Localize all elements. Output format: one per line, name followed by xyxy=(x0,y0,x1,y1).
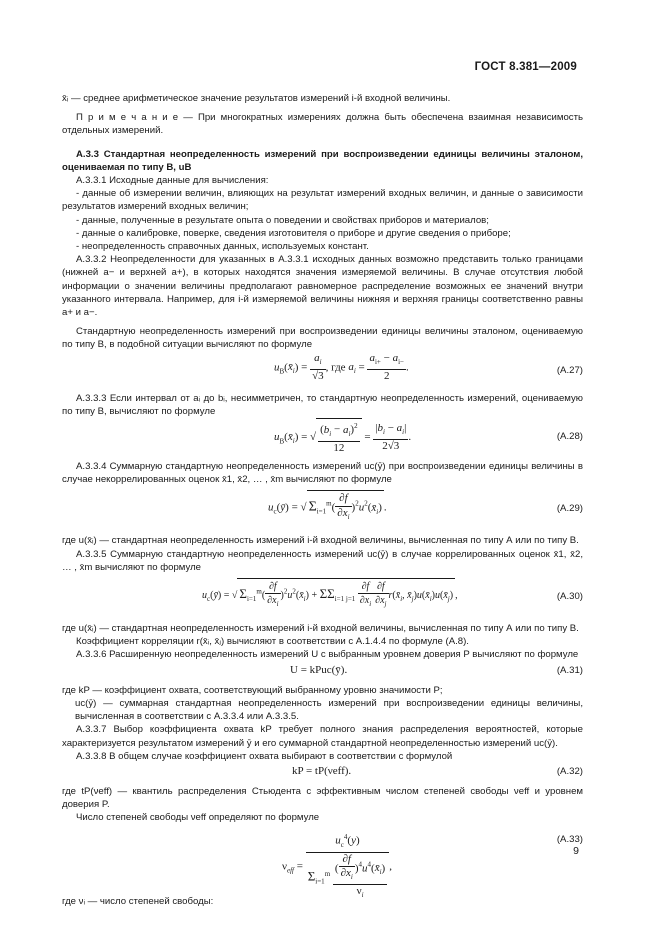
formula-number: (А.29) xyxy=(556,503,583,515)
paragraph: А.3.3.4 Суммарную стандартную неопределенность измерений uc(ȳ) при воспроизведении единицы величины в случае некоррелированных оценок x̄1, x̄2, … , x̄m вычисляют по формуле xyxy=(62,461,583,486)
paragraph: А.3.3.2 Неопределенности для указанных в А.3.3.1 исходных данных возможно представить только границами (нижней a− и верхней a+), в которых находятся значения измеряемой величины. В случае отсутствия любой информации о значении величины предполагают равномерное распределение возможных ее значений внутри указанного интервала. Например, для i-й измеряемой величины нижняя и верхняя границы соответственно равны a+ и a−. xyxy=(62,254,583,319)
paragraph: Стандартную неопределенность измерений при воспроизведении единицы величины эталоном, оцениваемую по типу В, в подобной ситуации вычисляют по формуле xyxy=(62,326,583,351)
paragraph: Число степеней свободы νeff определяют по формуле xyxy=(76,812,320,824)
formula-number: (А.27) xyxy=(556,364,583,376)
paragraph: А.3.3.7 Выбор коэффициента охвата kP требует полного знания распределения вероятностей, которые характеризуется результатом измерений ȳ и его суммарной стандартной неопределенностью измерений uc(ȳ). xyxy=(62,724,583,749)
formula-a28-expr: $u_B(x̄_i)$ = √ $\frac{(b_i - a_i)^2}{12}$ = $\frac{|b_i - a_i|}{2√3}$ . xyxy=(274,418,411,455)
paragraph: А.3.3.8 В общем случае коэффициент охвата выбирают в соответствии с формулой xyxy=(76,750,453,762)
paragraph: А.3.3.6 Расширенную неопределенность измерений U с выбранным уровнем доверия P вычисляют по формуле xyxy=(76,649,579,661)
document-header: ГОСТ 8.381—2009 xyxy=(474,61,577,73)
paragraph: где u(x̄ᵢ) — стандартная неопределенность измерений i-й входной величины, вычисленная по типу А или по типу В. xyxy=(62,535,579,547)
section-heading: А.3.3 Стандартная неопределенность измерений при воспроизведении единицы величины эталоном, оцениваемая по типу В, uB xyxy=(62,148,583,173)
paragraph: Коэффициент корреляции r(x̄ᵢ, x̄ⱼ) вычисляют в соответствии с А.1.4.4 по формуле (А.8). xyxy=(76,636,469,648)
formula-number: (А.31) xyxy=(556,664,583,676)
note: П р и м е ч а н и е — При многократных измерениях должна быть обеспечена взаимная независимость отдельных измерений. xyxy=(62,112,583,137)
formula-a28 xyxy=(62,418,583,460)
formula-a31-expr: U = kPuc(ȳ). xyxy=(290,663,348,676)
formula-a32-expr: kP = tP(νeff). xyxy=(292,764,352,777)
formula-a29-expr: $u_c(ȳ)$ = √ $\Sigma_{i=1}^m$( $\frac{\partial f}{\partial x_i}$ )$^2u^2(x̄_i)$ . xyxy=(268,490,387,524)
paragraph: А.3.3.1 Исходные данные для вычисления: xyxy=(76,175,269,187)
formula-number: (А.32) xyxy=(556,765,583,777)
paragraph: где νᵢ — число степеней свободы: xyxy=(62,895,214,907)
formula-number: (А.28) xyxy=(556,431,583,443)
formula-a31 xyxy=(62,662,583,684)
formula-a27 xyxy=(62,352,583,392)
formula-a30 xyxy=(62,574,583,622)
paragraph: uc(ȳ) — суммарная стандартная неопределенность измерений при воспроизведении единицы величины, вычисленная в соответствии с А.3.3.4 или А.3.3.5. xyxy=(75,697,583,723)
document-body xyxy=(62,92,583,908)
formula-a33-expr: $\nu_{eff}$ = $u_c^4(y)$ $\Sigma_{i=1}^m$ ( $\frac{\partial f}{\partial x_i}$ )$^4u^4(x̄_i)$ $\nu_i$ , xyxy=(282,832,392,900)
paragraph: где tP(νeff) — квантиль распределения Стьюдента с эффективным числом степеней свободы νeff и уровнем доверия P. xyxy=(62,785,583,811)
formula-number: (А.30) xyxy=(556,591,583,603)
list-item: - данные, полученные в результате опыта о поведении и свойствах приборов и материалов; xyxy=(76,214,489,226)
page-number: 9 xyxy=(573,845,579,857)
paragraph: А.3.3.3 Если интервал от aᵢ до bᵢ, несимметричен, то стандартную неопределенность измерений, оцениваемую по типу В, вычисляют по формуле xyxy=(62,392,583,417)
formula-a30-expr: $u_c(ȳ)$ = √ $\Sigma_{i=1}^m$( $\frac{\partial f}{\partial x_i}$ )$^2u^2(x̄_i) + \Sigma\Sigma_{i=1 j=1}$ $\frac{\partial f}{\partial x_i}$ $\frac{\partial f}{\partial x_j}$ $r(x̄_i$, $x̄_j)u(x̄_i)u(x̄_j)$ , xyxy=(202,578,458,611)
paragraph: x̄ᵢ — среднее арифметическое значение результатов измерений i-й входной величины. xyxy=(62,93,451,104)
paragraph: А.3.3.5 Суммарную стандартную неопределенность измерений uc(ȳ) в случае коррелированных оценок x̄1, x̄2, … , x̄m вычисляют по формуле xyxy=(62,548,583,573)
formula-a29 xyxy=(62,486,583,534)
formula-a33 xyxy=(62,825,583,900)
paragraph: где u(x̄ᵢ) — стандартная неопределенность измерений i-й входной величины, вычисленная по типу А или по типу В. xyxy=(62,623,579,635)
list-item: - неопределенность справочных данных, используемых констант. xyxy=(76,241,369,253)
paragraph: где kP — коэффициент охвата, соответствующий выбранному уровню значимости P; xyxy=(62,684,443,696)
formula-a32 xyxy=(62,763,583,785)
list-item: - данные о калибровке, поверке, сведения изготовителя о приборе и другие сведения о приборе; xyxy=(76,227,511,239)
list-item: - данные об измерении величин, влияющих на результат измерений входных величин, и данные о зависимости результатов измерений входных величин; xyxy=(62,188,583,213)
formula-number: (А.33) xyxy=(556,833,583,845)
formula-a27-expr: $u_B(x̄_i)$ = $\frac{a_i}{√3}$ , где $a_i$ = $\frac{a_{i+} - a_{i-}}{2}$ . xyxy=(274,351,409,383)
